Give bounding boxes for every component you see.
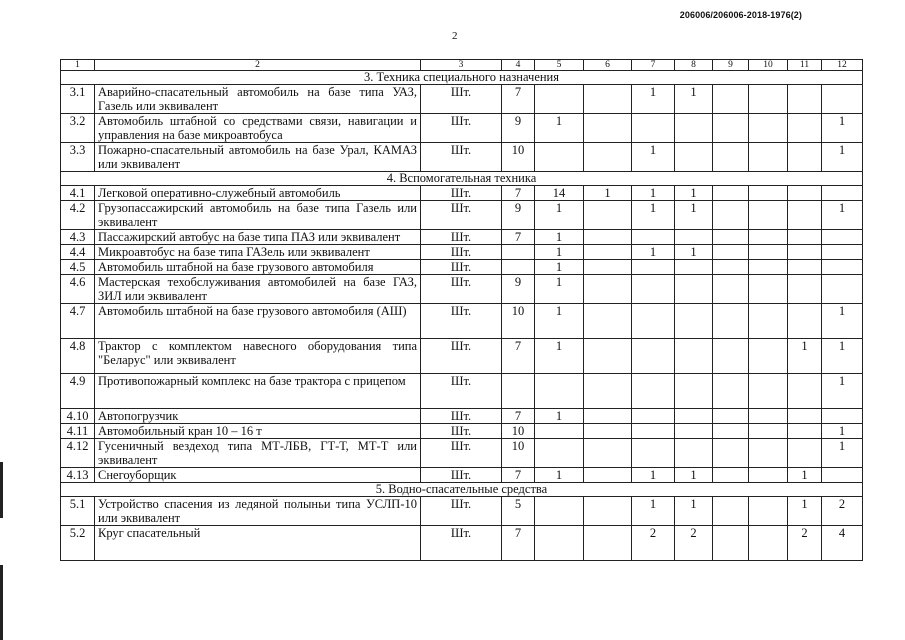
value-cell [675,339,713,374]
value-cell [675,439,713,468]
value-cell: 1 [788,339,822,374]
value-cell [788,374,822,409]
item-name: Автомобиль штабной со средствами связи, навигации и управления на базе микроавтобуса [95,114,421,143]
table-row [61,439,863,468]
value-cell [749,409,788,424]
value-cell [749,526,788,561]
column-number: 8 [675,60,713,71]
value-cell [535,497,584,526]
item-number: 4.7 [61,304,95,339]
table-row [61,526,863,561]
value-cell: 1 [675,468,713,483]
unit-cell: Шт. [421,439,502,468]
column-number: 3 [421,60,502,71]
unit-cell: Шт. [421,260,502,275]
value-cell [584,526,632,561]
value-cell [788,275,822,304]
unit-cell: Шт. [421,114,502,143]
value-cell: 1 [822,339,863,374]
column-number: 4 [502,60,535,71]
value-cell [713,339,749,374]
unit-cell: Шт. [421,468,502,483]
item-name: Автомобиль штабной на базе грузового автомобиля [95,260,421,275]
value-cell: 1 [675,85,713,114]
value-cell: 2 [632,526,675,561]
value-cell: 1 [788,497,822,526]
value-cell: 1 [632,143,675,172]
value-cell [713,424,749,439]
value-cell [749,439,788,468]
value-cell [713,245,749,260]
value-cell [749,275,788,304]
item-number: 4.10 [61,409,95,424]
value-cell [749,114,788,143]
column-number: 12 [822,60,863,71]
value-cell [822,275,863,304]
value-cell [788,143,822,172]
value-cell: 1 [822,424,863,439]
item-number: 4.12 [61,439,95,468]
table-row [61,497,863,526]
value-cell [584,85,632,114]
value-cell [788,304,822,339]
value-cell [749,339,788,374]
value-cell [822,245,863,260]
scan-edge-mark [0,565,3,640]
value-cell [584,201,632,230]
value-cell: 1 [632,85,675,114]
value-cell [713,186,749,201]
value-cell [675,143,713,172]
value-cell: 9 [502,114,535,143]
unit-cell: Шт. [421,424,502,439]
unit-cell: Шт. [421,409,502,424]
value-cell [584,114,632,143]
item-name: Трактор с комплектом навесного оборудования типа "Беларус" или эквивалент [95,339,421,374]
value-cell: 2 [822,497,863,526]
table-row [61,424,863,439]
value-cell [675,409,713,424]
value-cell [713,304,749,339]
value-cell: 1 [788,468,822,483]
value-cell [535,439,584,468]
item-number: 4.3 [61,230,95,245]
value-cell [713,409,749,424]
value-cell: 1 [632,186,675,201]
value-cell [713,143,749,172]
value-cell [632,114,675,143]
value-cell [788,439,822,468]
value-cell: 1 [822,304,863,339]
item-number: 5.2 [61,526,95,561]
value-cell: 9 [502,201,535,230]
value-cell: 1 [535,245,584,260]
item-name: Автомобиль штабной на базе грузового автомобиля (АШ) [95,304,421,339]
scan-edge-mark [0,462,3,518]
unit-cell: Шт. [421,186,502,201]
value-cell: 4 [822,526,863,561]
table-row [61,201,863,230]
value-cell [788,230,822,245]
item-name: Пассажирский автобус на базе типа ПАЗ или эквивалент [95,230,421,245]
table-row [61,114,863,143]
value-cell [713,201,749,230]
item-name: Мастерская техобслуживания автомобилей на базе ГАЗ, ЗИЛ или эквивалент [95,275,421,304]
unit-cell: Шт. [421,143,502,172]
column-number: 11 [788,60,822,71]
value-cell [788,85,822,114]
value-cell [675,230,713,245]
item-number: 3.3 [61,143,95,172]
value-cell [502,260,535,275]
unit-cell: Шт. [421,275,502,304]
item-name: Противопожарный комплекс на базе трактора с прицепом [95,374,421,409]
value-cell: 1 [535,275,584,304]
value-cell [584,468,632,483]
value-cell [632,304,675,339]
value-cell [584,497,632,526]
value-cell: 10 [502,439,535,468]
value-cell: 1 [822,143,863,172]
table-row [61,304,863,339]
value-cell [822,260,863,275]
column-number: 7 [632,60,675,71]
item-name: Легковой оперативно-служебный автомобиль [95,186,421,201]
value-cell: 1 [632,497,675,526]
section-title: 3. Техника специального назначения [61,71,863,85]
table-row [61,143,863,172]
section-header-row [61,483,863,497]
value-cell [713,374,749,409]
value-cell: 1 [535,230,584,245]
unit-cell: Шт. [421,374,502,409]
value-cell [822,468,863,483]
item-number: 4.11 [61,424,95,439]
value-cell [632,439,675,468]
unit-cell: Шт. [421,526,502,561]
value-cell [822,186,863,201]
page-number: 2 [452,30,458,42]
value-cell: 7 [502,85,535,114]
value-cell [675,275,713,304]
value-cell [749,260,788,275]
section-title: 5. Водно-спасательные средства [61,483,863,497]
table-row [61,186,863,201]
value-cell: 7 [502,526,535,561]
value-cell [713,526,749,561]
value-cell [632,260,675,275]
value-cell: 10 [502,143,535,172]
value-cell [584,374,632,409]
value-cell [584,275,632,304]
value-cell [632,339,675,374]
value-cell: 7 [502,186,535,201]
value-cell: 1 [822,439,863,468]
value-cell [632,409,675,424]
value-cell [675,374,713,409]
value-cell: 2 [788,526,822,561]
unit-cell: Шт. [421,339,502,374]
value-cell: 1 [535,114,584,143]
item-number: 5.1 [61,497,95,526]
value-cell [749,143,788,172]
value-cell [502,245,535,260]
value-cell: 10 [502,424,535,439]
value-cell [749,230,788,245]
value-cell: 1 [584,186,632,201]
value-cell [632,275,675,304]
value-cell [788,114,822,143]
section-title: 4. Вспомогательная техника [61,172,863,186]
unit-cell: Шт. [421,245,502,260]
value-cell: 1 [535,304,584,339]
table-row [61,374,863,409]
value-cell: 1 [675,201,713,230]
value-cell [749,304,788,339]
value-cell: 9 [502,275,535,304]
value-cell [749,468,788,483]
item-number: 3.1 [61,85,95,114]
item-name: Грузопассажирский автомобиль на базе типа Газель или эквивалент [95,201,421,230]
value-cell: 7 [502,409,535,424]
value-cell: 1 [632,245,675,260]
value-cell [822,85,863,114]
value-cell [584,304,632,339]
unit-cell: Шт. [421,304,502,339]
value-cell [675,424,713,439]
column-number-row [61,60,863,71]
value-cell [713,468,749,483]
value-cell: 2 [675,526,713,561]
value-cell: 1 [632,468,675,483]
value-cell [584,143,632,172]
item-name: Аварийно-спасательный автомобиль на базе типа УАЗ, Газель или эквивалент [95,85,421,114]
value-cell: 1 [535,468,584,483]
item-name: Автомобильный кран 10 – 16 т [95,424,421,439]
value-cell [632,374,675,409]
value-cell: 1 [675,186,713,201]
value-cell [713,497,749,526]
value-cell [584,409,632,424]
value-cell [535,85,584,114]
section-header-row [61,172,863,186]
section-header-row [61,71,863,85]
item-name: Пожарно-спасательный автомобиль на базе Урал, КАМАЗ или эквивалент [95,143,421,172]
value-cell: 7 [502,339,535,374]
item-number: 4.5 [61,260,95,275]
item-number: 4.1 [61,186,95,201]
value-cell: 1 [535,201,584,230]
table-row [61,85,863,114]
value-cell [713,85,749,114]
value-cell: 1 [535,260,584,275]
value-cell: 1 [675,497,713,526]
value-cell [822,230,863,245]
table-row [61,275,863,304]
item-name: Микроавтобус на базе типа ГАЗель или эквивалент [95,245,421,260]
value-cell [584,260,632,275]
value-cell [535,526,584,561]
item-number: 4.9 [61,374,95,409]
value-cell [713,439,749,468]
value-cell: 14 [535,186,584,201]
column-number: 6 [584,60,632,71]
value-cell: 1 [675,245,713,260]
value-cell [788,409,822,424]
value-cell: 1 [822,201,863,230]
item-number: 3.2 [61,114,95,143]
value-cell [675,114,713,143]
item-number: 4.2 [61,201,95,230]
value-cell [713,275,749,304]
value-cell: 1 [632,201,675,230]
value-cell [749,424,788,439]
value-cell: 7 [502,230,535,245]
value-cell [584,230,632,245]
value-cell [584,339,632,374]
value-cell [713,114,749,143]
table-row [61,230,863,245]
value-cell: 1 [822,114,863,143]
unit-cell: Шт. [421,497,502,526]
column-number: 1 [61,60,95,71]
equipment-table [60,59,863,561]
table-row [61,245,863,260]
column-number: 5 [535,60,584,71]
column-number: 10 [749,60,788,71]
unit-cell: Шт. [421,230,502,245]
item-name: Автопогрузчик [95,409,421,424]
column-number: 2 [95,60,421,71]
value-cell [675,260,713,275]
document-id: 206006/206006-2018-1976(2) [679,10,802,20]
value-cell [675,304,713,339]
value-cell [584,439,632,468]
item-number: 4.13 [61,468,95,483]
table-row [61,339,863,374]
value-cell [749,186,788,201]
value-cell [713,260,749,275]
value-cell: 1 [822,374,863,409]
table-row [61,468,863,483]
value-cell [632,424,675,439]
value-cell [713,230,749,245]
item-name: Снегоуборщик [95,468,421,483]
value-cell: 5 [502,497,535,526]
value-cell [822,409,863,424]
table-row [61,409,863,424]
table-row [61,260,863,275]
item-name: Устройство спасения из ледяной полыньи типа УСЛП-10 или эквивалент [95,497,421,526]
unit-cell: Шт. [421,85,502,114]
value-cell [788,201,822,230]
value-cell [788,260,822,275]
value-cell: 7 [502,468,535,483]
value-cell [788,186,822,201]
value-cell [749,374,788,409]
value-cell [749,201,788,230]
item-name: Круг спасательный [95,526,421,561]
value-cell: 1 [535,339,584,374]
value-cell: 1 [535,409,584,424]
value-cell [788,424,822,439]
value-cell [749,245,788,260]
unit-cell: Шт. [421,201,502,230]
value-cell [535,374,584,409]
value-cell [632,230,675,245]
value-cell [749,85,788,114]
item-number: 4.6 [61,275,95,304]
value-cell [535,424,584,439]
value-cell: 10 [502,304,535,339]
value-cell [584,245,632,260]
column-number: 9 [713,60,749,71]
item-name: Гусеничный вездеход типа МТ-ЛБВ, ГТ-Т, МТ-Т или эквивалент [95,439,421,468]
value-cell [535,143,584,172]
value-cell [584,424,632,439]
item-number: 4.4 [61,245,95,260]
value-cell [749,497,788,526]
value-cell [502,374,535,409]
value-cell [788,245,822,260]
item-number: 4.8 [61,339,95,374]
